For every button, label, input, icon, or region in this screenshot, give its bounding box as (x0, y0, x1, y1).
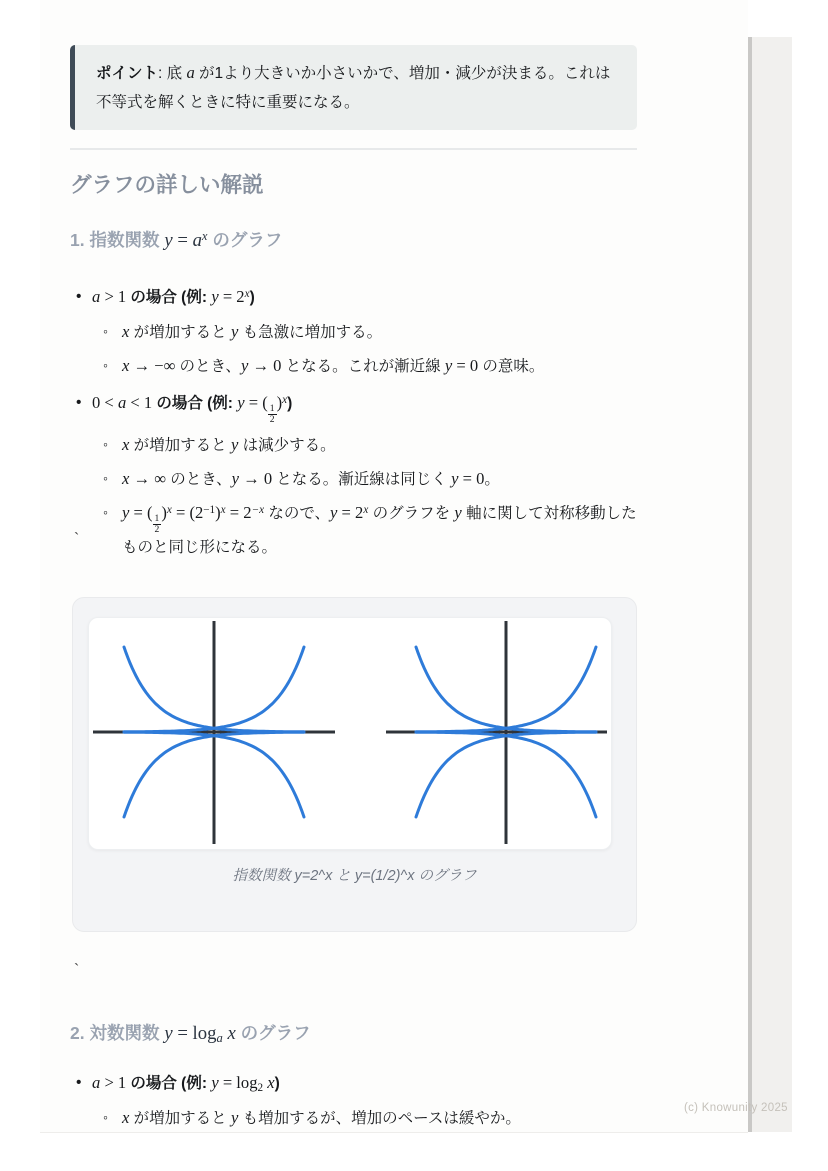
list-item (70, 284, 637, 380)
list-item (70, 1070, 637, 1132)
list-item-head: • a > 1 の場合 (例: y = log2 x) (70, 1070, 637, 1098)
subsection-1-heading: 1. 指数関数 $y = a^x$ のグラフ (70, 229, 283, 251)
list-exponential (70, 284, 637, 561)
sub-list-item: ◦ x が増加すると y は減少する。 (70, 432, 637, 459)
figure-caption: 指数関数 y=2^x と y=(1/2)^x のグラフ (232, 868, 477, 884)
callout-text: ポイント: 底 a が1より大きいか小さいかで、増加・減少が決まる。これは不等式を解くときに特に重要になる。 (96, 63, 611, 111)
sub-list-item: ◦ y = ( $\frac{1}{2}$ )$^x = (2^{-1})^x = 2^{-x}$ なので、$y = 2^x$ のグラフを y 軸に関して対称移動したものと同じ形になる。 (70, 500, 637, 561)
figure (72, 597, 637, 932)
divider (70, 148, 637, 150)
stray-backtick-2: ` (74, 962, 80, 979)
list-item-head: • a > 1 の場合 (例: $y = 2^x$) (70, 284, 637, 312)
graph-card (88, 617, 612, 850)
section-heading: グラフの詳しい解説 (70, 173, 264, 197)
exponential-graphs (89, 618, 609, 847)
callout-box (70, 45, 637, 130)
list-item-head: • 0 < a < 1 の場合 (例: y = ( $\frac{1}{2}$ )$^x$) (70, 390, 637, 425)
watermark: (c) Knowunity 2025 (684, 1102, 788, 1114)
sub-list-item: ◦ x が増加すると y も増加するが、増加のペースは緩やか。 (70, 1105, 637, 1132)
sub-list-item: ◦ x が増加すると y も急激に増加する。 (70, 319, 637, 346)
sub-list-item: ◦ x → −∞ のとき、y → 0 となる。これが漸近線 y = 0 の意味。 (70, 353, 637, 380)
subsection-2-heading: 2. 対数関数 y = loga x のグラフ (70, 1023, 311, 1046)
sub-list-item: ◦ x → ∞ のとき、y → 0 となる。漸近線は同じく y = 0。 (70, 466, 637, 493)
scrollbar-track[interactable] (748, 37, 792, 1132)
stray-backtick-1: ` (74, 531, 80, 548)
list-logarithmic (70, 1070, 637, 1132)
list-item (70, 390, 637, 561)
